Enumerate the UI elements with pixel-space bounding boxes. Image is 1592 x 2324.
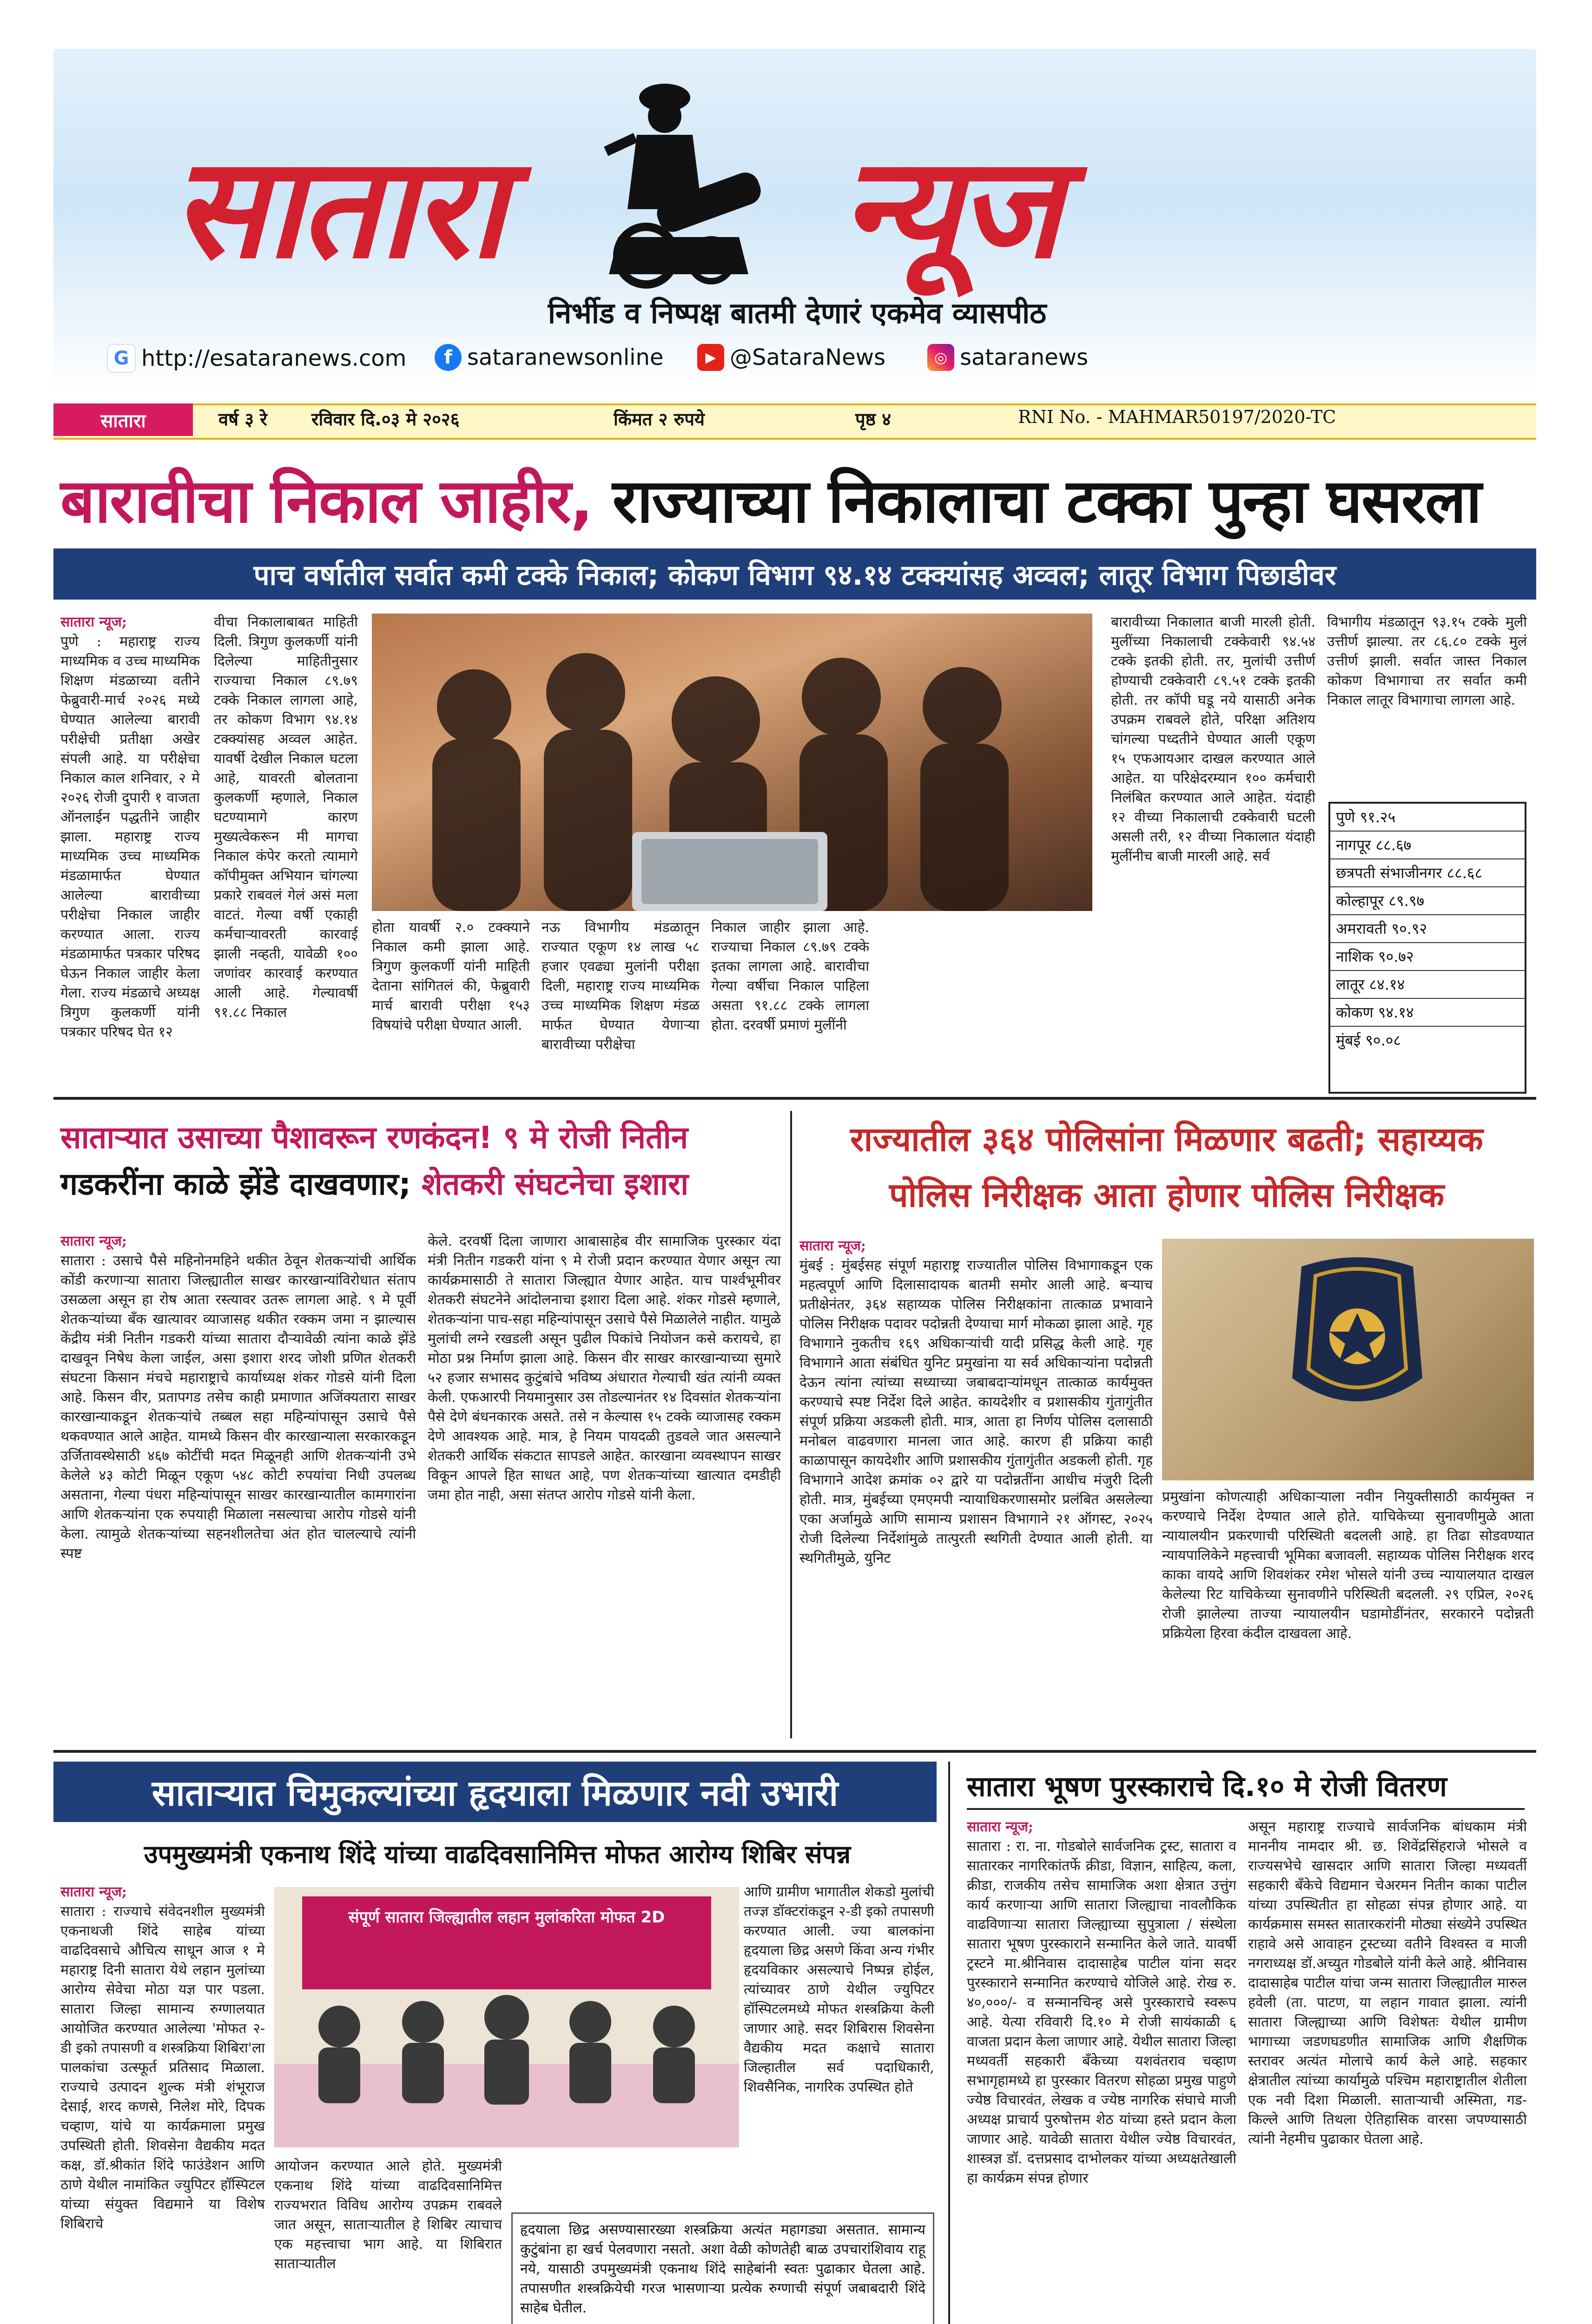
vertical-divider <box>948 1762 950 2324</box>
photo-banner-text: संपूर्ण सातारा जिल्ह्यातील लहान मुलांकरिता मोफत 2D <box>348 1908 665 1927</box>
result-row: नागपूर ८८.६७ <box>1330 832 1525 859</box>
rni-number: RNI No. - MAHMAR50197/2020-TC <box>1018 407 1336 427</box>
result-row: पुणे ९१.२५ <box>1330 804 1525 832</box>
heart-column-1: सातारा न्यूज; सातारा : राज्याचे संवेदनशील मुख्यमंत्री एकनाथजी शिंदे साहेब यांच्या वाढदिवसाचे औचित्य साधून आज १ मे महाराष्ट्र दिनी सातारा येथे लहान मुलांच्या आरोग्य सेवेचा मोठा यज्ञ पार पडला. सातारा जिल्हा सामान्य रुग्णालयात आयोजित करण्यात आलेल्या 'मोफत २-डी इको तपासणी व शस्त्रक्रिया शिबिरा'ला पालकांचा उत्स्फूर्त प्रतिसाद मिळाला. राज्याचे उत्पादन शुल्क मंत्री शंभूराज देसाई, शरद कणसे, निलेश मोरे, दिपक चव्हाण, यांचे या कार्यक्रमाला प्रमुख उपस्थिती होती. शिवसेना वैद्यकीय मदत कक्ष, डॉ.श्रीकांत शिंदे फाउंडेशन आणि ठाणे येथील नामांकित ज्युपिटर हॉस्पिटल यांच्या संयुक्त विद्यमाने या विशेष शिबिराचे <box>60 1882 265 2324</box>
award-column-1: सातारा न्यूज; सातारा : रा. ना. गोडबोले सार्वजनिक ट्रस्ट, सातारा व सातारकर नागरिकांतर्फे क्रीडा, विज्ञान, साहित्य, कला, क्रीडा, राजकीय तसेच सामाजिक अशा क्षेत्रात उत्तुंग कार्य करणाऱ्या आणि सातारा जिल्ह्याचा नावलौकिक वाढविणाऱ्या सातारा जिल्ह्याच्या सुपुत्राला / संस्थेला सातारा भूषण पुरस्काराने सन्मानित केले जाते. यावर्षी ट्रस्टने मा.श्रीनिवास दादासाहेब पाटील यांना सदर पुरस्काराने सन्मानित करण्याचे योजिले आहे. रोख रु. ४०,०००/- व सन्मानचिन्ह असे पुरस्काराचे स्वरूप आहे. येत्या रविवारी दि.१० मे रोजी सायंकाळी ६ वाजता प्रदान केला जाणार आहे. येथील सातारा जिल्हा मध्यवर्ती सहकारी बँकेच्या यशवंतराव चव्हाण सभागृहामध्ये हा पुरस्कार वितरण सोहळा प्रमुख पाहुणे ज्येष्ठ विचारवंत, लेखक व ज्येष्ठ नागरिक संघाचे माजी अध्यक्ष प्राचार्य पुरुषोत्तम शेठ यांच्या हस्ते प्रदान केला जाणार आहे. यावेळी सातारा येथील ज्येष्ठ विचारवंत, शास्त्रज्ञ डॉ. दत्तप्रसाद दाभोलकर यांच्या अध्यक्षतेखाली हा कार्यक्रम संपन्न होणार <box>967 1817 1236 2324</box>
logo-text-left: सातारा <box>172 125 503 289</box>
sugarcane-headline-line1: साताऱ्यात उसाच्या पैशावरून रणकंदन! ९ मे रोजी नितीन <box>60 1120 688 1155</box>
lead-column-6: बारावीच्या निकालात बाजी मारली होती. मुलींच्या निकालाची टक्केवारी ९४.५४ टक्के इतकी होती. तर, मुलांची उत्तीर्ण होण्याची टक्केवारी ८९.५१ टक्के इतकी होती. तर कॉपी घडू नये यासाठी अनेक उपक्रम राबवले होते, परिक्षा अतिशय चांगल्या पध्दतीने घेण्यात आली एकूण १५ एफआयआर दाखल करण्यात आले आहेत. या परिक्षेदरम्यान १०० कर्मचारी निलंबित करण्यात आले आहेत. यंदाही १२ वीच्या निकालाची टक्केवारी घटली असली तरी, १२ वीच्या निकालात यंदाही मुलींनीच बाजी मारली आहे. सर्व <box>1111 614 1315 865</box>
award-underline <box>967 1808 1525 1810</box>
lead-column-5: निकाल जाहीर झाला आहे. राज्याचा निकाल ८९.७९ टक्के इतका लागला आहे. बारावीचा गेल्या वर्षीचा निकाल पाहिला असता ९१.८८ टक्के लागला होता. दरवर्षी प्रमाणं मुलींनी <box>711 919 869 1033</box>
quote-text: हृदयाला छिद्र असण्यासारख्या शस्त्रक्रिया अत्यंत महागड्या असतात. सामान्य कुटुंबांना हा खर्च पेलवणारा नसतो. अशा वेळी कोणतेही बाळ उपचारांशिवाय राहू नये, यासाठी उपमुख्यमंत्री एकनाथ शिंदे साहेबांनी स्वतः पुढाकार घेतला आहे. तपासणीत शस्त्रक्रियेची गरज भासणाऱ्या प्रत्येक रुग्णाची संपूर्ण जबाबदारी शिंदे साहेब घेतील. <box>520 2222 925 2316</box>
result-row: छत्रपती संभाजीनगर ८८.६८ <box>1330 859 1525 887</box>
police-column-2: प्रमुखांना कोणत्याही अधिकाऱ्याला नवीन नियुक्तीसाठी कार्यमुक्त न करण्याचे निर्देश देण्यात आले होते. याचिकेच्या सुनावणीमुळे आता न्यायालयीन प्रकरणाची परिस्थिती बदलली आहे. हा तिढा सोडवण्यात न्यायपालिकेने महत्त्वाची भूमिका बजावली. सहाय्यक पोलिस निरीक्षक शरद काका वायदे आणि शिवशंकर रमेश भोसले यांनी उच्च न्यायालयात दाखल केलेल्या रिट याचिकेच्या सुनावणीने परिस्थिती बदलली. २९ एप्रिल, २०२६ रोजी झालेल्या ताज्या न्यायालयीन घडामोडींनंतर, सरकारने पदोन्नती प्रक्रियेला हिरवा कंदील दाखवला आहे. <box>1162 1489 1534 1642</box>
sugarcane-byline: सातारा न्यूज; <box>60 1233 127 1249</box>
police-byline: सातारा न्यूज; <box>799 1238 866 1254</box>
award-headline: सातारा भूषण पुरस्काराचे दि.१० मे रोजी वितरण <box>967 1770 1447 1803</box>
lead-column-3: होता यावर्षी २.० टक्क्याने निकाल कमी झाला आहे. त्रिगुण कुलकर्णी यांनी माहिती देताना सांगितलं की, फेब्रुवारी मार्च बारावी परीक्षा १५३ विषयांचे परीक्षा घेण्यात आली. <box>372 919 530 1033</box>
warrior-cannon-logo <box>553 70 776 293</box>
price-label: किंमत २ रुपये <box>614 409 705 429</box>
facebook-icon: f <box>435 344 462 371</box>
lead-headline: बारावीचा निकाल जाहीर, राज्याच्या निकालाचा टक्का पुन्हा घसरला <box>60 466 1481 536</box>
heart-column-2: आयोजन करण्यात आले होते. मुख्यमंत्री एकनाथ शिंदे यांच्या वाढदिवसानिमित्त राज्यभरात विविध आरोग्य उपक्रम राबवले जात असून, साताऱ्यातील हे शिबिर त्याचाच एक महत्त्वाचा भाग आहे. या शिबिरात साताऱ्यातील <box>274 2158 502 2272</box>
city-label: सातारा <box>53 403 193 436</box>
result-row: कोल्हापूर ८९.९७ <box>1330 887 1525 915</box>
students-celebrating-photo <box>372 614 1092 911</box>
lead-column-1: सातारा न्यूज; पुणे : महाराष्ट्र राज्य माध्यमिक व उच्च माध्यमिक शिक्षण मंडळाच्या वतीने फेब्रुवारी-मार्च २०२६ मध्ये घेण्यात आलेल्या बारावी परीक्षेची प्रतीक्षा अखेर संपली आहे. या परीक्षेचा निकाल काल शनिवार, २ मे २०२६ रोजी दुपारी १ वाजता ऑनलाईन पद्धतीने जाहीर झाला. महाराष्ट्र राज्य माध्यमिक उच्च माध्यमिक मंडळामार्फत घेण्यात आलेल्या बारावीच्या परीक्षेचा निकाल जाहीर करण्यात आला. राज्य मंडळामार्फत पत्रकार परिषद घेऊन निकाल जाहीर केला गेला. राज्य मंडळाचे अध्यक्ष त्रिगुण कुलकर्णी यांनी पत्रकार परिषद घेत १२ <box>60 613 200 1077</box>
quote-box <box>511 2212 934 2324</box>
result-row: कोकण ९४.१४ <box>1330 999 1525 1027</box>
result-row: नाशिक ९०.७२ <box>1330 943 1525 971</box>
instagram-icon: ◎ <box>927 344 954 371</box>
heart-camp-subheadline: उपमुख्यमंत्री एकनाथ शिंदे यांच्या वाढदिवसानिमित्त मोफत आरोग्य शिबिर संपन्न <box>144 1840 851 1869</box>
heart-byline: सातारा न्यूज; <box>60 1884 127 1900</box>
heart-camp-headline: साताऱ्यात चिमुकल्यांच्या हृदयाला मिळणार नवी उभारी <box>53 1762 937 1822</box>
lead-column-7: विभागीय मंडळातून ९३.१५ टक्के मुली उत्तीर्ण झाल्या. तर ८६.८० टक्के मुलं उत्तीर्ण झाली. सर्वात जास्त निकाल कोकण विभागाचा तर सर्वात कमी निकाल लातूर विभागाचा लागला आहे. <box>1327 614 1527 708</box>
section-divider <box>53 1097 1536 1100</box>
award-byline: सातारा न्यूज; <box>967 1819 1033 1835</box>
police-badge-photo <box>1162 1239 1534 1480</box>
vertical-divider <box>790 1111 792 1738</box>
instagram-link[interactable]: ◎ sataranews <box>927 344 1088 371</box>
google-icon: G <box>107 344 136 373</box>
logo-text-right: न्यूज <box>841 125 1059 289</box>
sugarcane-headline-line2: गडकरींना काळे झेंडे दाखवणार; शेतकरी संघटनेचा इशारा <box>60 1166 689 1202</box>
page-number: पृष्ठ ४ <box>855 409 891 429</box>
section-divider <box>53 1750 1536 1753</box>
police-headline-line1: राज्यातील ३६४ पोलिसांना मिळणार बढती; सहाय्यक <box>850 1120 1483 1159</box>
health-camp-photo <box>274 1887 739 2147</box>
award-column-2: असून महाराष्ट्र राज्याचे सार्वजनिक बांधकाम मंत्री माननीय नामदार श्री. छ. शिवेंद्रसिंहराजे भोसले व राज्यसभेचे खासदार आणि सातारा जिल्हा मध्यवर्ती सहकारी बँकेचे विद्यमान चेअरमन नितीन काका पाटील यांच्या उपस्थितीत हा सोहळा संपन्न होणार आहे. या कार्यक्रमास समस्त सातारकरांनी मोठ्या संख्येने उपस्थित राहावे असे आवाहन ट्रस्टच्या वतीने विश्वस्त व माजी नगराध्यक्ष डॉ.अच्युत गोडबोले यांनी केले आहे. श्रीनिवास दादासाहेब पाटील यांचा जन्म सातारा जिल्ह्यातील मारुल हवेली (ता. पाटण, या लहान गावात झाला. त्यांनी सातारा जिल्ह्याच्या आणि विशेषतः येथील ग्रामीण भागाच्या जडणघडणीत सामाजिक आणि शैक्षणिक स्तरावर अत्यंत मोलाचे कार्य केले आहे. सहकार क्षेत्रातील त्यांच्या कार्यामुळे पश्चिम महाराष्ट्रातील शेतीला एक नवी दिशा मिळाली. साताऱ्याची अस्मिता, गड-किल्ले आणि तिथला ऐतिहासिक वारसा जपण्यासाठी त्यांनी नेहमीच पुढाकार घेतला आहे. <box>1248 1819 1527 2147</box>
lead-column-2: वीचा निकालाबाबत माहिती दिली. त्रिगुण कुलकर्णी यांनी दिलेल्या माहितीनुसार राज्याचा निकाल ८९.७९ टक्के निकाल लागला आहे, तर कोकण विभाग ९४.१४ टक्क्यांसह अव्वल आहेत. यावर्षी देखील निकाल घटला आहे, यावरती बोलताना कुलकर्णी म्हणाले, निकाल घटण्यामागे कारण मुख्यत्वेकरून मी मागचा निकाल कंपेर करतो त्यामागे कॉपीमुक्त अभियान चांगल्या प्रकारे राबवलं गेलं असं मला वाटतं. गेल्या वर्षी एकाही कर्मचाऱ्यावरती कारवाई झाली नव्हती, यावेळी १०० जणांवर कारवाई करण्यात आली आहे. गेल्यावर्षी ९१.८८ निकाल <box>214 614 358 1021</box>
tagline: निर्भीड व निष्पक्ष बातमी देणारं एकमेव व्यासपीठ <box>548 296 1047 330</box>
sugarcane-column-2: केले. दरवर्षी दिला जाणारा आबासाहेब वीर सामाजिक पुरस्कार यंदा मंत्री नितीन गडकरी यांना ९ मे रोजी प्रदान करण्यात येणार असून त्या कार्यक्रमासाठी ते सातारा जिल्ह्यात येणार आहेत. याच पार्श्वभूमीवर शेतकरी संघटनेने आंदोलनाचा इशारा दिला आहे. शंकर गोडसे म्हणाले, शेतकऱ्यांना पाच-सहा महिन्यांपासून उसाचे पैसे मिळालेले नाहीत. यामुळे मुलांची लग्ने रखडली असून पुढील पिकांचे नियोजन कसे करायचे, हा मोठा प्रश्न निर्माण झाला आहे. किसन वीर साखर कारखान्याच्या सुमारे ५२ हजार सभासद कुटुंबांचे भविष्य अंधारात गेल्याची खंत त्यांनी व्यक्त केली. एफआरपी नियमानुसार उस तोडल्यानंतर १४ दिवसांत शेतकऱ्यांना पैसे देणे बंधनकारक असते. तसे न केल्यास १५ टक्के व्याजासह रक्कम देणे आवश्यक आहे. मात्र, हे नियम पायदळी तुडवले जात असल्याने शेतकरी आर्थिक संकटात सापडले आहेत. कारखाना व्यवस्थापन साखर विकून आपले हित साधत आहे, पण शेतकऱ्यांच्या खात्यात दमडीही जमा होत नाही, असा संतप्त आरोप गोडसे यांनी केला. <box>428 1233 781 1503</box>
year-label: वर्ष ३ रे <box>218 409 267 429</box>
date-label: रविवार दि.०३ मे २०२६ <box>311 409 460 429</box>
website-link[interactable]: G http://esataranews.com <box>107 344 406 373</box>
police-column-1: सातारा न्यूज; मुंबई : मुंबईसह संपूर्ण महाराष्ट्र राज्यातील पोलिस विभागाकडून एक महत्वपूर्ण आणि दिलासादायक बातमी समोर आली आहे. बऱ्याच प्रतीक्षेनंतर, ३६४ सहाय्यक पोलिस निरीक्षकांना तात्काळ प्रभावाने पोलिस निरीक्षक पदावर पदोन्नती देण्याचा मार्ग मोकळा झाला आहे. गृह विभागाने नुकतीच १६९ अधिकाऱ्यांची यादी प्रसिद्ध केली आहे. गृह विभागाने आता संबंधित युनिट प्रमुखांना या सर्व अधिकाऱ्यांना पदोन्नती देऊन त्यांना त्यांच्या सध्याच्या जबाबदाऱ्यांमधून तात्काळ कार्यमुक्त करण्याचे स्पष्ट निर्देश दिले आहेत. कायदेशीर व प्रशासकीय गुंतागुंतीत संपूर्ण प्रक्रिया अडकली होती. मात्र, आता हा निर्णय पोलिस दलासाठी मनोबल वाढवणारा मानला जात आहे. कारण ही प्रक्रिया काही काळापासून कायदेशीर आणि प्रशासकीय गुंतागुंतीत अडकली होती. गृह विभागाने आदेश क्रमांक ०२ द्वारे या पदोन्नतींना आधीच मंजुरी दिली होती. मात्र, मुंबईच्या एमएमपी न्यायाधिकरणासमोर प्रलंबित असलेल्या एका अर्जामुळे आणि सामान्य प्रशासन विभागाने २१ ऑगस्ट, २०२५ रोजी दिलेल्या निर्देशांमुळे तात्पुरती स्थगिती देण्यात आली होती. या स्थगितीमुळे, युनिट <box>799 1236 1153 1738</box>
facebook-link[interactable]: f sataranewsonline <box>435 344 663 371</box>
result-row: लातूर ८४.१४ <box>1330 971 1525 999</box>
youtube-icon: ▶ <box>697 344 724 371</box>
sugarcane-column-1: सातारा न्यूज; सातारा : उसाचे पैसे महिनोनमहिने थकीत ठेवून शेतकऱ्यांची आर्थिक कोंडी करणाऱ्या सातारा जिल्ह्यातील साखर कारखान्यांविरोधात संताप उसळला असून हा रोष आता रस्त्यावर उतरू लागला आहे. ९ मे पूर्वी शेतकऱ्यांच्या बँक खात्यावर व्याजासह थकीत रक्कम जमा न झाल्यास केंद्रीय मंत्री नितीन गडकरी यांच्या सातारा दौऱ्यावेळी त्यांना काळे झेंडे दाखवून निषेध केला जाईल, असा इशारा शरद जोशी प्रणित शेतकरी संघटना किसान मंचचे महाराष्ट्राचे कार्याध्यक्ष शंकर गोडसे यांनी दिला आहे. किसन वीर, प्रतापगड तसेच काही प्रमाणात अजिंक्यतारा साखर कारखान्याकडून शेतकऱ्यांचे तब्बल सहा महिन्यांपासून उसाचे पैसे थकवण्यात आले आहेत. यामध्ये किसन वीर कारखान्याला सरकारकडून उर्जितावस्थेसाठी ४६७ कोटींची मदत मिळूनही आणि शेतकऱ्यांनी उभे केलेले ४३ कोटी मिळून एकूण ५४८ कोटी रुपयांचा निधी उपलब्ध असताना, गेल्या पंधरा महिन्यांपासून साखर कारखान्यातील कामगारांना आणि शेतकऱ्यांना एक रुपयाही मिळाला नसल्याचा आरोप गोडसे यांनी केला. त्यामुळे शेतकऱ्यांच्या सहनशीलतेचा अंत होत चालल्याचे त्यांनी स्पष्ट <box>60 1232 416 1738</box>
lead-byline: सातारा न्यूज; <box>60 614 127 630</box>
lead-subheadline: पाच वर्षातील सर्वात कमी टक्के निकाल; कोकण विभाग ९४.१४ टक्क्यांसह अव्वल; लातूर विभाग पिछाडीवर <box>53 548 1536 600</box>
youtube-link[interactable]: ▶ @SataraNews <box>697 344 885 371</box>
result-row: अमरावती ९०.९२ <box>1330 915 1525 943</box>
heart-column-3: आणि ग्रामीण भागातील शेकडो मुलांची तज्ज्ञ डॉक्टरांकडून २-डी इको तपासणी करण्यात आली. ज्या बालकांना हृदयाला छिद्र असणे किंवा अन्य गंभीर हृदयविकार असल्याचे निष्पन्न होईल, त्यांच्यावर ठाणे येथील ज्युपिटर हॉस्पिटलमध्ये मोफत शस्त्रक्रिया केली जाणार आहे. सदर शिबिरास शिवसेना वैद्यकीय मदत कक्षाचे सातारा जिल्हातील सर्व पदाधिकारी, शिवसैनिक, नागरिक उपस्थित होते <box>744 1884 934 2095</box>
result-row: मुंबई ९०.०८ <box>1336 1031 1401 1049</box>
police-headline-line2: पोलिस निरीक्षक आता होणार पोलिस निरीक्षक <box>889 1175 1445 1215</box>
lead-column-4: नऊ विभागीय मंडळातून राज्यात एकूण १४ लाख ५८ हजार एवढ्या मुलांनी परीक्षा दिली, महाराष्ट्र राज्य माध्यमिक उच्च माध्यमिक शिक्षण मंडळ मार्फत घेण्यात येणाऱ्या बारावीच्या परीक्षेचा <box>542 919 700 1053</box>
division-results-table <box>1328 802 1526 1094</box>
